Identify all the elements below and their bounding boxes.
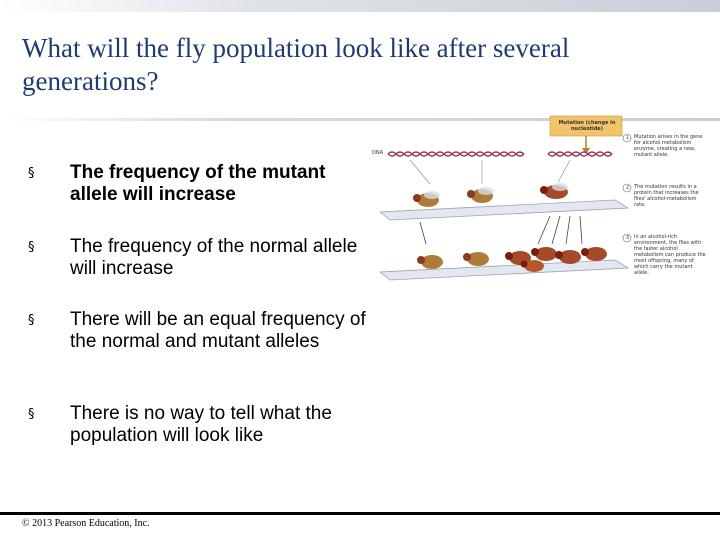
slide-title: What will the fly population look like after several generations?	[22, 33, 570, 96]
bullet-text: The frequency of the normal allele will increase	[70, 236, 358, 279]
bullet-text: There will be an equal frequency of the normal and mutant alleles	[70, 309, 366, 352]
lower-platform	[380, 260, 628, 280]
mutation-figure	[370, 112, 715, 312]
bullet-marker: §	[28, 166, 35, 181]
top-decorative-band	[0, 0, 720, 12]
step-3-text: In an alcohol-rich environment, the flies with the faster alcohol metabolism can produce the most offspring, many of which carry the mutant allele.	[634, 234, 706, 276]
dna-label: DNA	[372, 150, 384, 156]
dna-strand	[388, 152, 612, 156]
step-2-text: The mutation results in a protein that increases the flies' alcohol-metabolism rate.	[634, 184, 699, 208]
mutation-label: Mutation (change in nucleotide)	[558, 120, 616, 132]
bullet-text: There is no way to tell what the population will look like	[70, 403, 332, 446]
bullet-marker: §	[28, 313, 35, 328]
step-1-number: 1	[625, 135, 630, 141]
bullet-text: The frequency of the mutant allele will increase	[70, 162, 326, 205]
step-2-number: 2	[625, 185, 630, 191]
bullet-marker: §	[28, 407, 35, 422]
bullet-marker: §	[28, 240, 35, 255]
step-1-text: Mutation arises in the gene for alcohol metabolism enzyme, creating a new, mutant allele.	[634, 134, 703, 158]
copyright-footer: © 2013 Pearson Education, Inc.	[22, 518, 150, 529]
footer-divider	[0, 512, 720, 515]
upper-platform	[380, 200, 628, 220]
step-3-number: 3	[625, 235, 630, 241]
